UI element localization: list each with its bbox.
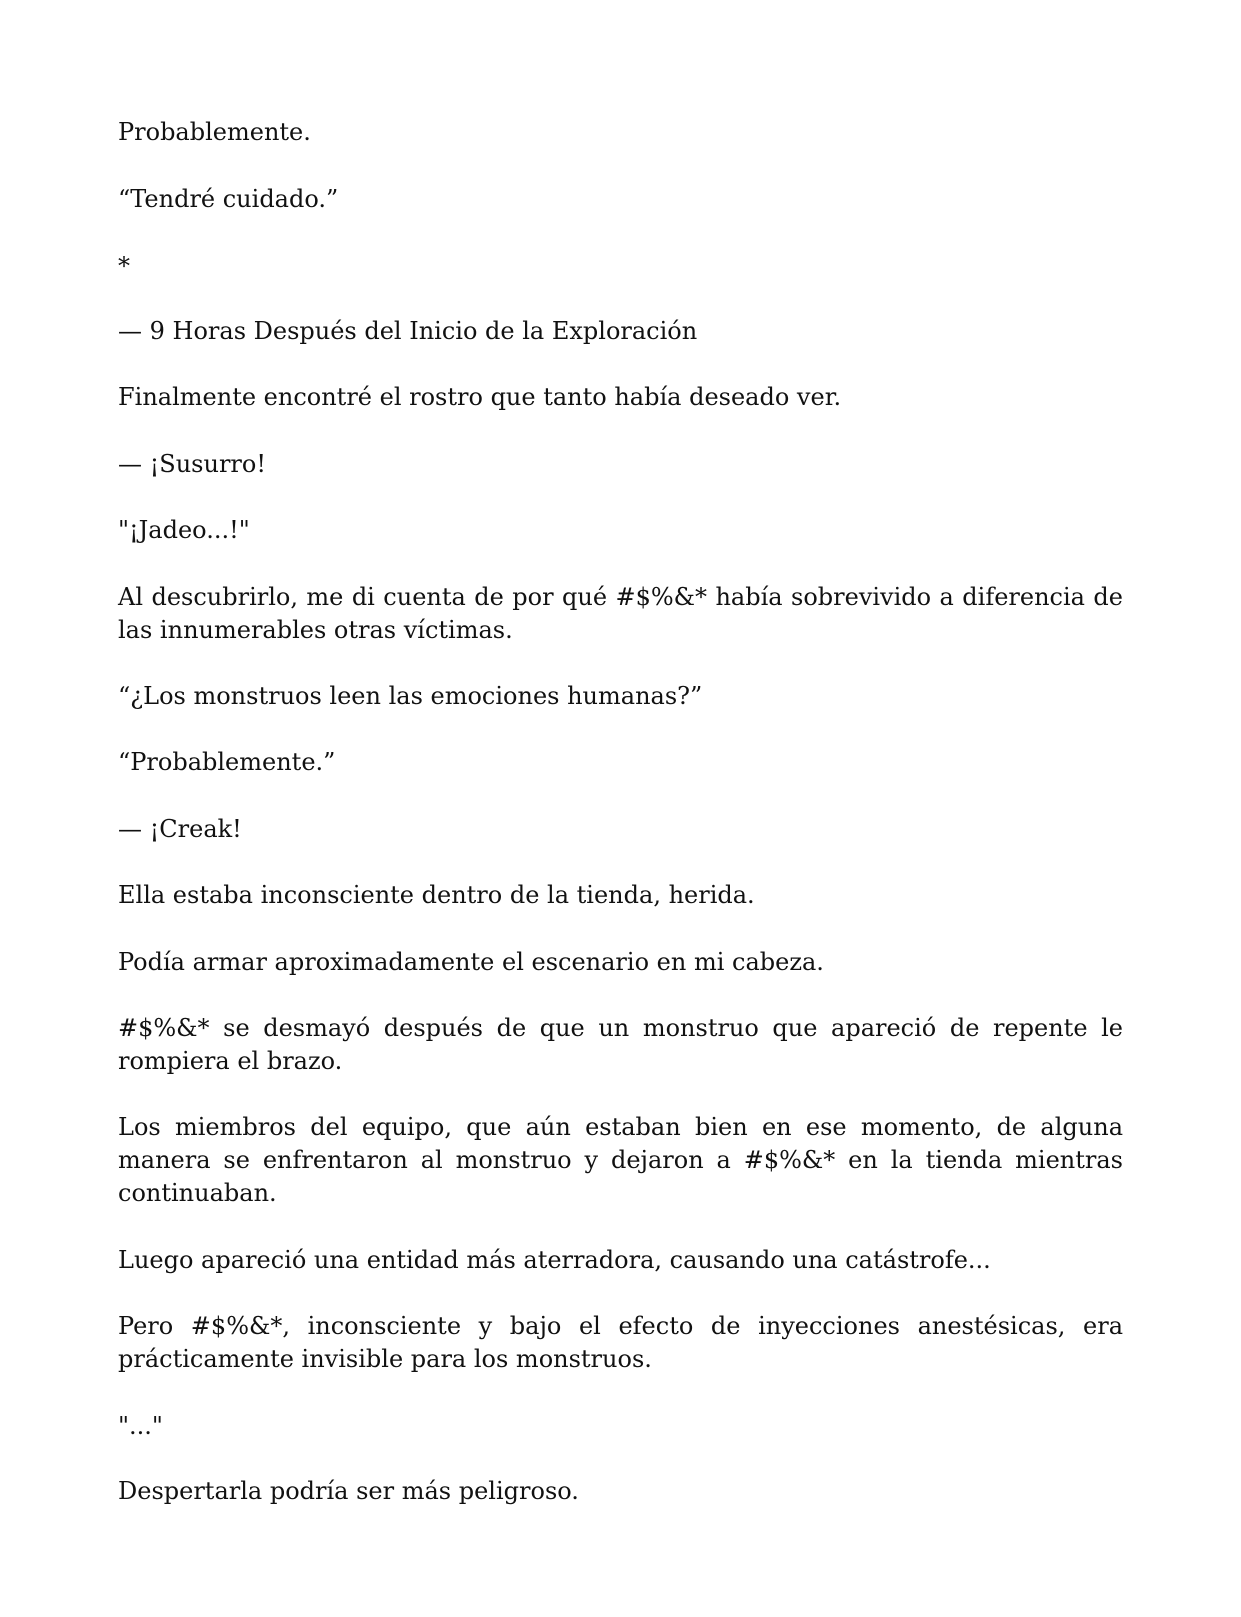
paragraph: Los miembros del equipo, que aún estaban bien en ese momento, de alguna manera se enfrentaron al monstruo y dejaron a #$%&* en la tienda mientras continuaban. — [118, 1113, 1123, 1207]
paragraph: Ella estaba inconsciente dentro de la tienda, herida. — [118, 881, 755, 909]
paragraph: Despertarla podría ser más peligroso. — [118, 1477, 579, 1505]
paragraph: "¡Jadeo...!" — [118, 516, 250, 544]
paragraph: #$%&* se desmayó después de que un monstruo que apareció de repente le rompiera el brazo. — [118, 1014, 1123, 1075]
scene-break: * — [118, 252, 130, 280]
paragraph: Luego apareció una entidad más aterradora, causando una catástrofe... — [118, 1246, 991, 1274]
paragraph: Pero #$%&*, inconsciente y bajo el efecto de inyecciones anestésicas, era prácticamente invisible para los monstruos. — [118, 1312, 1123, 1373]
paragraph: Al descubrirlo, me di cuenta de por qué #$%&* había sobrevivido a diferencia de las innumerables otras víctimas. — [118, 583, 1123, 644]
paragraph: Podía armar aproximadamente el escenario en mi cabeza. — [118, 948, 824, 976]
section-heading: — 9 Horas Después del Inicio de la Exploración — [118, 317, 698, 345]
paragraph: "..." — [118, 1412, 163, 1440]
paragraph: Probablemente. — [118, 118, 311, 146]
paragraph: “Probablemente.” — [118, 748, 336, 776]
paragraph: Finalmente encontré el rostro que tanto había deseado ver. — [118, 383, 842, 411]
paragraph: — ¡Susurro! — [118, 450, 266, 478]
paragraph: “Tendré cuidado.” — [118, 185, 339, 213]
paragraph: — ¡Creak! — [118, 815, 242, 843]
paragraph: “¿Los monstruos leen las emociones humanas?” — [118, 682, 703, 710]
